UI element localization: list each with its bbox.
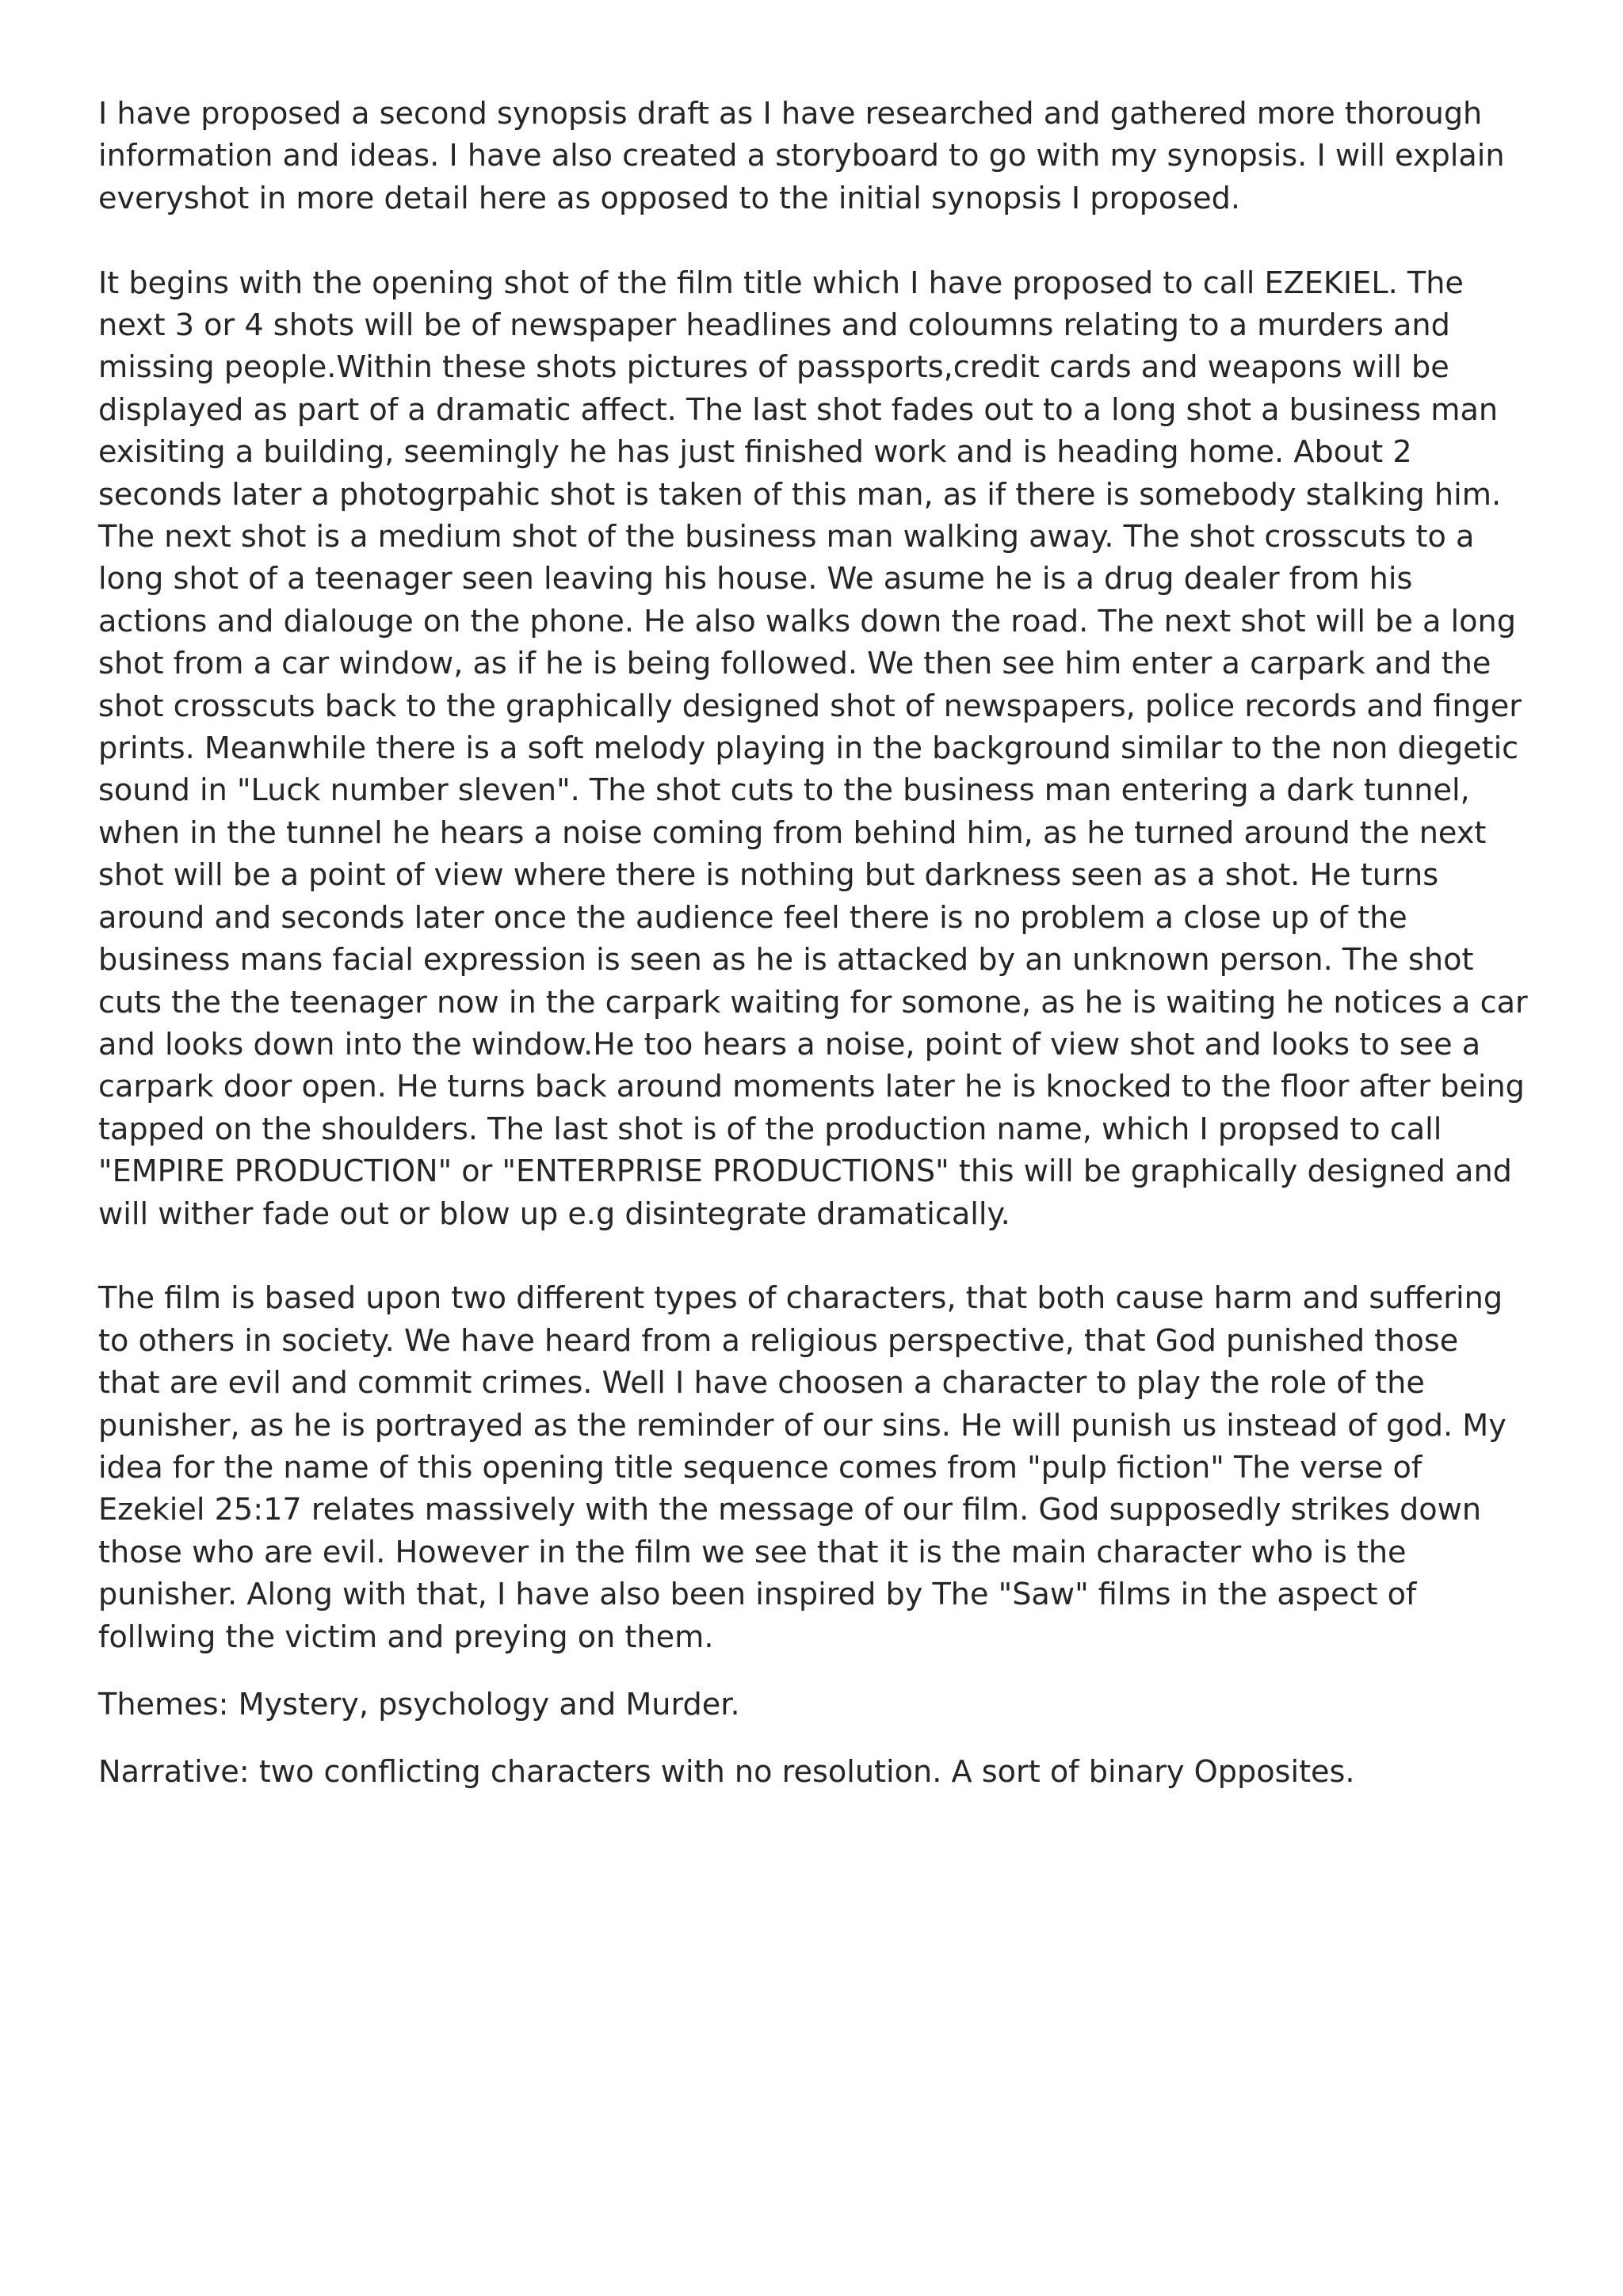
narrative-line: Narrative: two conflicting characters with no resolution. A sort of binary Opposites. (98, 1755, 1355, 1791)
shot-description-paragraph: It begins with the opening shot of the film title which I have proposed to call EZEKIEL. The next 3 or 4 shots will be of newspaper headlines and coloumns relating to a murders and missing people.Within these shots pictures of passports,credit cards and weapons will be displayed as part of a dramatic affect. The last shot fades out to a long shot a business man exisiting a building, seemingly he has just finished work and is heading home. About 2 seconds later a photogrpahic shot is taken of this man, as if there is somebody stalking him. The next shot is a medium shot of the business man walking away. The shot crosscuts to a long shot of a teenager seen leaving his house. We asume he is a drug dealer from his actions and dialouge on the phone. He also walks down the road. The next shot will be a long shot from a car window, as if he is being followed. We then see him enter a carpark and the shot crosscuts back to the graphically designed shot of newspapers, police records and finger prints. Meanwhile there is a soft melody playing in the background similar to the non diegetic sound in "Luck number sleven". The shot cuts to the business man entering a dark tunnel, when in the tunnel he hears a noise coming from behind him, as he turned around the next shot will be a point of view where there is nothing but darkness seen as a shot. He turns around and seconds later once the audience feel there is no problem a close up of the business mans facial expression is seen as he is attacked by an unknown person. The shot cuts the the teenager now in the carpark waiting for somone, as he is waiting he notices a car and looks down into the window.He too hears a noise, point of view shot and looks to see a carpark door open. He turns back around moments later he is knocked to the floor after being tapped on the shoulders. The last shot is of the production name, which I propsed to call "EMPIRE PRODUCTION" or "ENTERPRISE PRODUCTIONS" this will be graphically designed and will wither fade out or blow up e.g disintegrate dramatically. (98, 265, 1528, 1232)
themes-line: Themes: Mystery, psychology and Murder. (98, 1688, 740, 1722)
characters-paragraph: The film is based upon two different types of characters, that both cause harm and suffering to others in society. We have heard from a religious perspective, that God punished those that are evil and commit crimes. Well I have choosen a character to play the role of the punisher, as he is portrayed as the reminder of our sins. He will punish us instead of god. My idea for the name of this opening title sequence comes from "pulp fiction" The verse of Ezekiel 25:17 relates massively with the message of our film. God supposedly strikes down those who are evil. However in the film we see that it is the main character who is the punisher. Along with that, I have also been inspired by The "Saw" films in the aspect of follwing the victim and preying on them. (98, 1281, 1507, 1655)
intro-paragraph: I have proposed a second synopsis draft as I have researched and gathered more thorough information and ideas. I have also created a storyboard to go with my synopsis. I will explain everyshot in more detail here as opposed to the initial synopsis I proposed. (98, 97, 1505, 216)
document-page (98, 93, 1549, 1820)
